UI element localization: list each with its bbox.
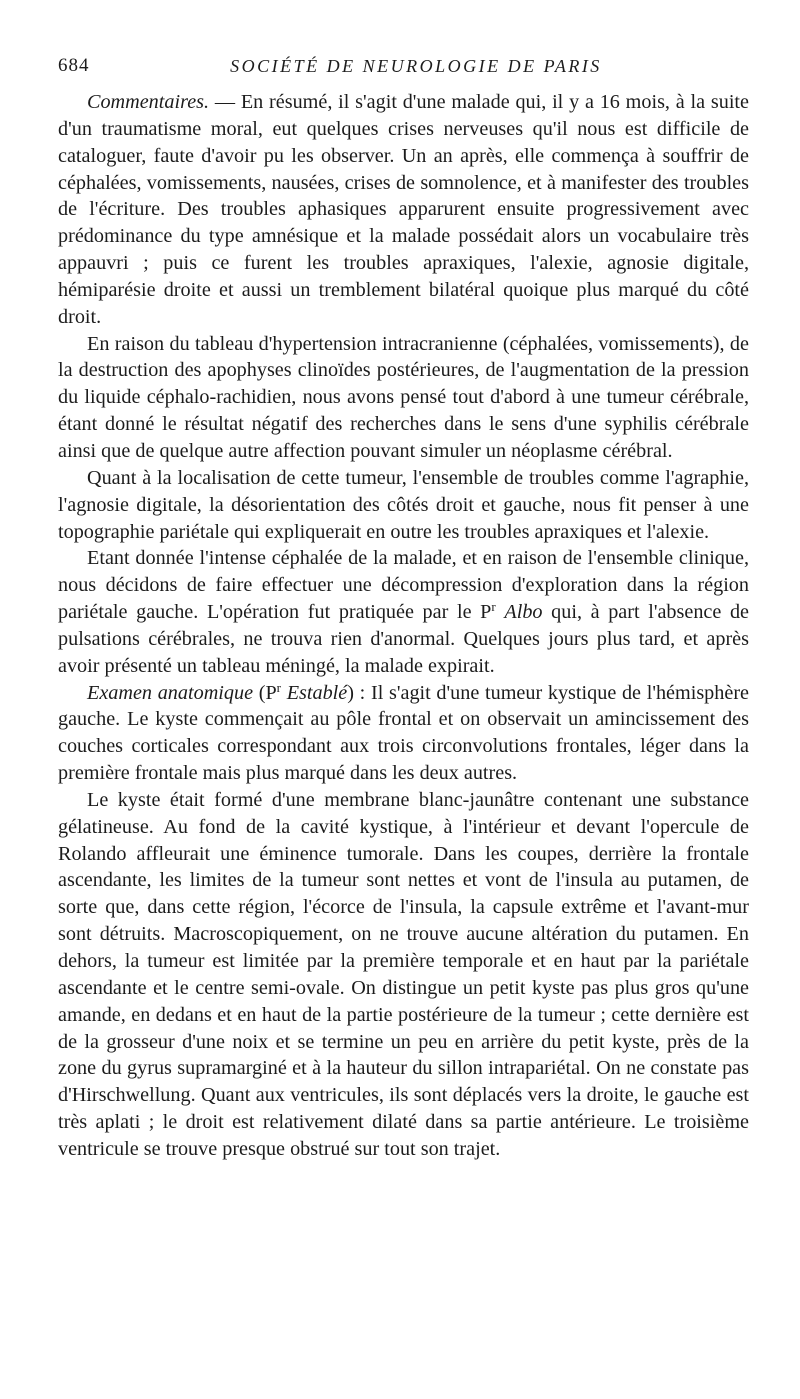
paragraph-operation [58, 545, 749, 679]
pathologist-name: Establé [286, 681, 348, 704]
article-body [58, 89, 749, 1163]
page-number: 684 [58, 55, 90, 76]
paragraph-commentaires [58, 89, 749, 331]
superscript: r [491, 599, 496, 615]
section-lead-commentaires: Commentaires. [87, 91, 210, 113]
paragraph-localisation: Quant à la localisation de cette tumeur, l'ensemble de troubles comme l'agraphie, l'agnosie digitale, la désorientation des côtés droit et gauche, nous fit penser à une topographie pariétale qui expliquerait en outre les troubles apraxiques et l'alexie. [58, 466, 749, 543]
page-header [58, 54, 744, 78]
superscript: r [276, 679, 282, 695]
paragraph-text: Etant donnée l'intense céphalée de la malade, et en raison de l'ensemble clinique, nous décidons de faire effectuer une décompression d'exploration dans la région pariétale gauche. L'opération fut pratiquée par le P [58, 547, 749, 624]
paragraph-kyste: Le kyste était formé d'une membrane blanc-jaunâtre contenant une substance gélatineuse. Au fond de la cavité kystique, à l'intérieur et devant l'opercule de Rolando affleurait une éminence tumorale. Dans les coupes, derrière la frontale ascendante, les limites de la tumeur sont nettes et vont de l'insula au putamen, de sorte que, dans cette région, l'écorce de l'insula, la capsule extrême et l'avant-mur sont détruits. Macroscopiquement, on ne trouve aucune altération du putamen. En dehors, la tumeur est limitée par la première temporale et en haut par la pariétale ascendante et le centre semi-ovale. On distingue un petit kyste pas plus gros qu'une amande, en dedans et en haut de la partie postérieure de la tumeur ; cette dernière est de la grosseur d'une noix et se termine un peu en arrière du petit kyste, près de la zone du gyrus supramarginé et à la hauteur du sillon intrapariétal. On ne constate pas d'Hirschwellung. Quant aux ventricules, ils sont déplacés vers la droite, le gauche est très aplati ; le droit est relativement dilaté dans sa partie antérieure. Le troisième ventricule se trouve presque obstrué sur tout son trajet. [58, 788, 749, 1160]
running-title: SOCIÉTÉ DE NEUROLOGIE DE PARIS [230, 56, 602, 76]
paren-open: (P [253, 681, 277, 704]
paragraph-text: — En résumé, il s'agit d'une malade qui, il y a 16 mois, à la suite d'un traumatisme moral, eut quelques crises nerveuses qu'il nous est difficile de cataloguer, faute d'avoir pu les observer. Un an après, elle commença à souffrir de céphalées, vomissements, nausées, crises de somnolence, et à manifester des troubles de l'écriture. Des troubles aphasiques apparurent ensuite progressivement avec prédominance du type amnésique et la malade possédait alors un vocabulaire très appauvri ; puis ce furent les troubles apraxiques, l'alexie, agnosie digitale, hémiparésie droite et aussi un tremblement bilatéral quoique plus marqué du côté droit. [58, 91, 749, 328]
paragraph-text: qui, à part l'absence de pulsations cérébrales, ne trouva rien d'anormal. Quelques jours plus tard, et après avoir présenté un tableau méningé, la malade expirait. [58, 601, 750, 677]
paragraph-text: ) : Il s'agit d'une tumeur kystique de l'hémisphère gauche. Le kyste commençait au pôle frontal et on observait un amincissement des couches corticales correspondant aux trois circonvolutions frontales, léger dans la première frontale mais plus marqué dans les deux autres. [58, 681, 750, 785]
section-lead-examen: Examen anatomique [87, 681, 254, 704]
paragraph-hypertension: En raison du tableau d'hypertension intracranienne (céphalées, vomissements), de la destruction des apophyses clinoïdes postérieures, de l'augmentation de la pression du liquide céphalo-rachidien, nous avons pensé tout d'abord à une tumeur cérébrale, étant donné le résultat négatif des recherches dans le sens d'une syphilis cérébrale ainsi que de quelque autre affection pouvant simuler un néoplasme cérébral. [58, 332, 749, 462]
paragraph-examen-anatomique [58, 680, 749, 787]
surgeon-name: Albo [504, 601, 543, 624]
